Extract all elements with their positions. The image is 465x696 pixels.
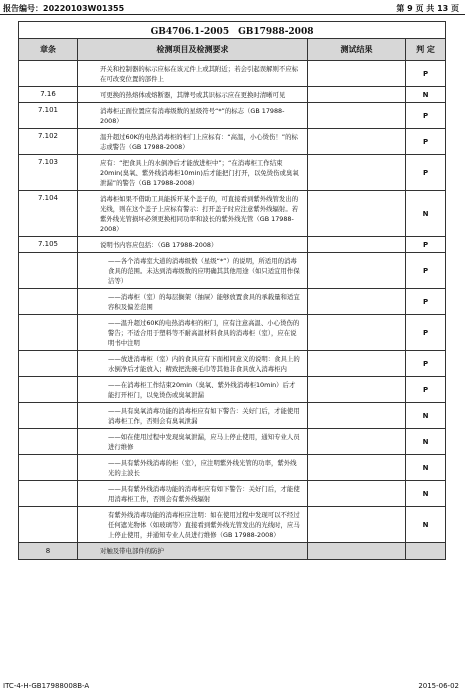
column-header-row [19,39,446,61]
result-cell [308,103,406,129]
header-rule [0,14,465,15]
result-cell [308,61,406,87]
requirement-text: 开关和控制器的标示应标在该元件上或其附近；若会引起误解则不应标在可改变位置的部件上 [78,61,308,87]
result-cell [308,87,406,103]
column-header-verdict: 判 定 [406,39,446,61]
table-row [19,507,446,543]
standard-title: GB4706.1-2005 GB17988-2008 [19,22,446,39]
column-header-result: 测试结果 [308,39,406,61]
clause-cell [19,455,78,481]
clause-cell: 7.103 [19,155,78,191]
clause-cell [19,429,78,455]
clause-cell: 7.104 [19,191,78,237]
result-cell [308,403,406,429]
table-row [19,155,446,191]
column-header-requirement: 检测项目及检测要求 [78,39,308,61]
table-row [19,129,446,155]
table-row [19,351,446,377]
result-cell [308,155,406,191]
result-cell [308,191,406,237]
requirement-text: ——消毒柜（室）的每层搁架（抽屉）能够放置食具的承载量和适宜容积及偏差范围 [78,289,308,315]
clause-cell: 7.105 [19,237,78,253]
revision-date: 2015-06-02 [418,682,459,690]
verdict-cell: P [406,315,446,351]
section-row [19,543,446,560]
result-cell [308,129,406,155]
test-results-table [18,21,446,560]
requirement-text: 说明书内容应包括：（GB 17988-2008） [78,237,308,253]
verdict-cell: N [406,403,446,429]
verdict-cell: P [406,289,446,315]
table-row [19,455,446,481]
table-row [19,403,446,429]
clause-cell [19,403,78,429]
verdict-cell: P [406,103,446,129]
result-cell [308,455,406,481]
clause-cell [19,253,78,289]
table-row [19,237,446,253]
clause-cell [19,481,78,507]
verdict-cell: P [406,253,446,289]
verdict-cell: P [406,129,446,155]
verdict-cell: P [406,61,446,87]
result-cell [308,507,406,543]
clause-cell: 7.101 [19,103,78,129]
requirement-text: ——如在使用过程中发现臭氧泄漏，应马上停止使用，通知专业人员进行维修 [78,429,308,455]
section-verdict [406,543,446,560]
requirement-text: 温升超过60K的电热消毒柜的柜门上应标有：“高温，小心烫伤！”的标志或警告（GB 17988-2008） [78,129,308,155]
verdict-cell: N [406,87,446,103]
requirement-text: ——放进消毒柜（室）内的食具应有下面相同意义的说明：食具上的水倒净后才能放入；精致把洗碗毛巾等其他非食具放入消毒柜内 [78,351,308,377]
clause-cell [19,507,78,543]
table-row [19,289,446,315]
section-title: 对触及带电部件的防护 [78,543,308,560]
result-cell [308,237,406,253]
column-header-clause: 章条 [19,39,78,61]
requirement-text: 有紫外线消毒功能的消毒柜应注明：如在使用过程中发现可以不经过任何遮光物体（如玻璃等）直接看到紫外线光管发出的光线时，应马上停止使用，并通知专业人员进行维修（GB 17988-2008） [78,507,308,543]
clause-cell: 7.16 [19,87,78,103]
table-row [19,315,446,351]
verdict-cell: P [406,237,446,253]
result-cell [308,253,406,289]
clause-cell: 7.102 [19,129,78,155]
clause-cell [19,351,78,377]
verdict-cell: N [406,481,446,507]
table-row [19,253,446,289]
result-cell [308,481,406,507]
table-row [19,87,446,103]
requirement-text: ——在消毒柜工作结束20min（臭氧、紫外线消毒柜10min）后才能打开柜门，以免烫伤或臭氧泄漏 [78,377,308,403]
table-row [19,61,446,87]
requirement-text: ——温升超过60K的电热消毒柜的柜门，应有注意高温、小心烫伤的警告；不适合用于塑料等不耐高温材料食具的消毒柜（室），应在说明书中注明 [78,315,308,351]
result-cell [308,351,406,377]
requirement-text: 消毒柜正面位置应有消毒级数的星级符号“*”的标志（GB 17988-2008） [78,103,308,129]
result-cell [308,289,406,315]
table-row [19,377,446,403]
requirement-text: ——具有臭氧消毒功能的消毒柜应有如下警告：关好门后，才能使用消毒柜工作，否则会有臭氧泄漏 [78,403,308,429]
verdict-cell: N [406,191,446,237]
requirement-text: 可更换的热熔体或熔断器，其牌号或其识标示应在更换时清晰可见 [78,87,308,103]
result-cell [308,315,406,351]
result-cell [308,377,406,403]
verdict-cell: N [406,429,446,455]
requirement-text: 应有：“把食具上的水倒净后才能放进柜中”；“在消毒柜工作结束20min(臭氧、紫外线消毒柜10min)后才能把门打开，以免烫伤或臭氧泄漏”的警告（GB 17988-2008） [78,155,308,191]
document-code: ITC-4-H-GB17988008B-A [3,682,90,690]
table-row [19,191,446,237]
page-number: 第 9 页 共 13 页 [396,4,459,13]
requirement-text: ——具有紫外线消毒功能的消毒柜应有如下警告：关好门后，才能使用消毒柜工作，否则会有紫外线辐射 [78,481,308,507]
clause-cell [19,61,78,87]
table-row [19,103,446,129]
requirement-text: 消毒柜如果不借助工具能拆开某个盖子的，可直接看到紫外线管发出的光线，则在这个盖子上应标有警示：打开盖子时应注意紫外线辐射。若紫外线光管损坏必须更换相同功率和波长的紫外线光管（GB 17988-2008） [78,191,308,237]
clause-cell [19,315,78,351]
table-row [19,481,446,507]
table-row [19,429,446,455]
requirement-text: ——具有紫外线消毒的柜（室），应注明紫外线光管的功率，紫外线光的主波长 [78,455,308,481]
verdict-cell: P [406,351,446,377]
verdict-cell: P [406,155,446,191]
requirement-text: ——各个消毒室大道的消毒级数（星级“*”）的说明，所适用的消毒食具的范围。未达到消毒级数的应明确其其他用途（如只适宜用作保洁等） [78,253,308,289]
section-clause: 8 [19,543,78,560]
verdict-cell: P [406,377,446,403]
result-cell [308,429,406,455]
section-result [308,543,406,560]
clause-cell [19,289,78,315]
clause-cell [19,377,78,403]
verdict-cell: N [406,455,446,481]
report-number: 报告编号：20220103W01355 [3,4,125,13]
verdict-cell: N [406,507,446,543]
